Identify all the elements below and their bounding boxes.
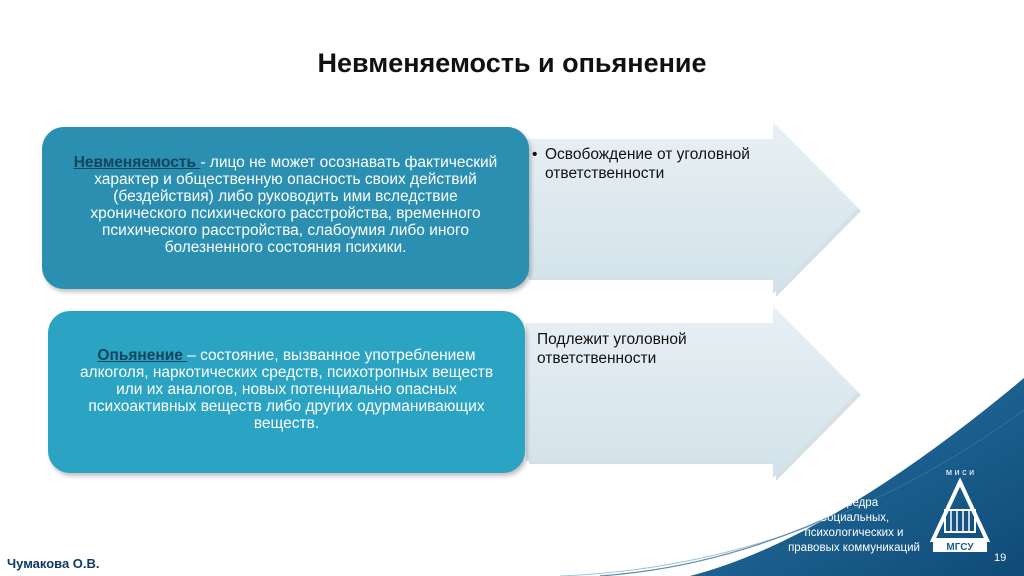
page-number: 19 — [994, 552, 1007, 564]
term-intoxication: Опьянение — [97, 346, 188, 364]
department-name — [780, 496, 928, 556]
term-insanity: Невменяемость — [73, 154, 201, 171]
dept-line-4: правовых коммуникаций — [788, 542, 920, 554]
dept-line-2: Социальных, — [818, 512, 890, 524]
definition-insanity: - лицо не может осознавать фактический характер и общественную опасность своих действий (бездействия) либо руководить ими вследствие хронического психического расстройства, временного психического расстройства, слабоумия либо иного болезненного состояния психики. — [90, 154, 498, 256]
consequence-insanity-text: Освобождение от уголовной ответственности — [545, 146, 750, 182]
university-logo — [925, 462, 995, 554]
dept-line-3: психологических и — [804, 527, 904, 539]
bullet-icon: • — [532, 146, 538, 163]
logo-abbr: МГСУ — [946, 542, 974, 553]
dept-line-1: Кафедра — [829, 497, 879, 509]
consequence-intoxication-text: Подлежит уголовной ответственности — [537, 331, 687, 367]
definition-intoxication: – состояние, вызванное употреблением алкоголя, наркотических средств, психотропных веществ или их аналогов, новых потенциально опасных психоактивных веществ либо других одурманивающих веществ. — [79, 346, 494, 432]
slide-title: Невменяемость и опьянение — [317, 48, 707, 78]
logo-top-letters: м и с и — [945, 467, 975, 477]
author-name: Чумакова О.В. — [7, 556, 100, 571]
